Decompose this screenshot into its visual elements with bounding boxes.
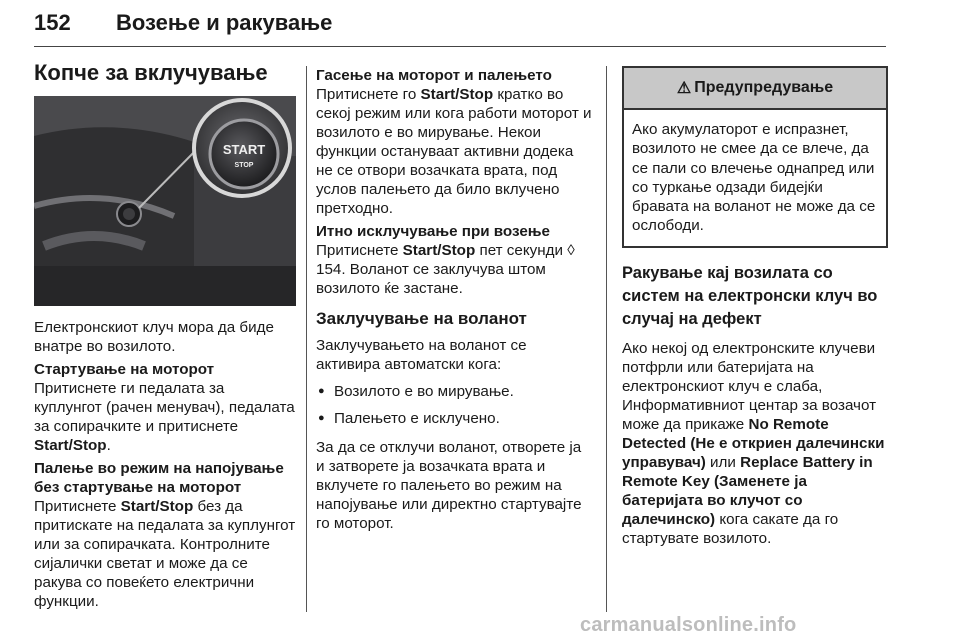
list-item: ● Возилото е во мирување.: [316, 378, 592, 405]
intro-text: Електронскиот клуч мора да биде внатре во возилото.: [34, 319, 274, 355]
column-divider: [606, 66, 607, 612]
steering-lock-intro: Заклучувањето на воланот се активира автоматски кога:: [316, 337, 527, 373]
warning-text: Ако акумулаторот е испразнет, возилото не смее да се влече, да се пали со влечење однапред или со туркање одзади бидејќи бравата на воланот не може да се ослободи.: [632, 121, 876, 235]
steering-lock-title: Заклучување на воланот: [316, 309, 527, 328]
warning-icon: ⚠: [676, 80, 692, 97]
engine-off-text: Притиснете го Start/Stop кратко во секој режим или кога работи моторот и возилото е во мирување. Некои функции остануваат активни додека не се отвори возачката врата, под услов палењето да било вклучено претходно.: [316, 86, 592, 217]
start-button-photo: [34, 96, 296, 306]
emergency-off-title: Итно исклучување при возење: [316, 223, 550, 240]
emergency-off-text: Притиснете Start/Stop пет секунди ◊ 154. Воланот се заклучува штом возилото ќе застане.: [316, 242, 575, 297]
warning-title: Предупредување: [694, 79, 834, 96]
start-label: START: [222, 142, 266, 157]
page-header: [34, 4, 886, 44]
section-title: Копче за вклучување: [34, 60, 268, 85]
dashboard-illustration: [34, 96, 296, 306]
column-1: [34, 60, 296, 615]
steering-lock-conditions: [316, 378, 592, 432]
fault-section-title: Ракување кај возилата со систем на електронски клуч во случај на дефект: [622, 263, 878, 328]
running-title: Возење и ракување: [116, 10, 333, 35]
page-number: 152: [34, 10, 71, 35]
column-divider: [306, 66, 307, 612]
warning-header: [624, 68, 886, 110]
header-rule: [34, 46, 886, 47]
fault-section-text: Ако некој од електронските клучеви потфрли или батеријата на електронскиот клуч е слаба, Информативниот центар за возачот може да прикаже No Remote Detected (Не е откриен далечински управувач) или Replace Battery in Remote Key (Заменете ја батеријата во клучот со далечинско) кога сакате да го стартувате возилото.: [622, 339, 885, 547]
watermark: carmanualsonline.info: [580, 614, 797, 636]
steering-unlock-text: За да се отклучи воланот, отворете ја и затворете ја возачката врата и вклучете го палењето во режим на напојување или директно стартувајте го моторот.: [316, 439, 582, 532]
start-engine-text: Притиснете ги педалата за куплунгот (рачен менувач), педалата за сопирачките и притиснете Start/Stop.: [34, 380, 295, 454]
accessory-mode-title: Палење во режим на напојување без стартување на моторот: [34, 460, 284, 496]
list-item: ● Палењето е исклучено.: [316, 405, 592, 432]
column-3: [622, 66, 890, 552]
stop-label: STOP: [234, 162, 254, 169]
start-engine-title: Стартување на моторот: [34, 361, 215, 378]
column-2: [316, 60, 592, 537]
engine-off-title: Гасење на моторот и палењето: [316, 67, 552, 84]
warning-box: [622, 66, 888, 248]
accessory-mode-text: Притиснете Start/Stop без да притискате на педалата за куплунгот или за сопирачката. Контролните сијалички светат и може да се ракува со повеќето електрични функции.: [34, 498, 296, 610]
